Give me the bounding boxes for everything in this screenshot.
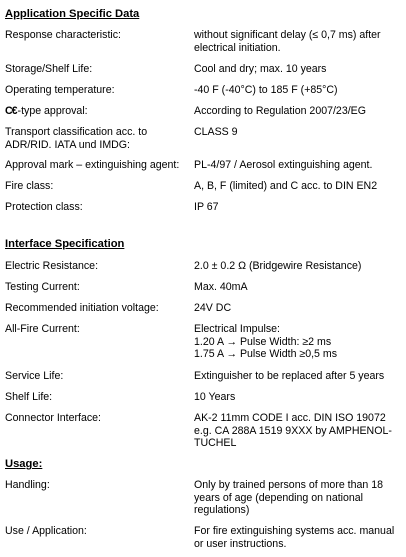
- label-storage: Storage/Shelf Life:: [5, 63, 93, 75]
- value-storage: Cool and dry; max. 10 years: [194, 63, 327, 75]
- label-approval-mark: Approval mark – extinguishing agent:: [5, 159, 180, 171]
- value-handling: Only by trained persons of more than 18 years of age (depending on national regulations): [194, 479, 384, 516]
- value-testing-current: Max. 40mA: [194, 281, 248, 293]
- all-fire-line-1: Electrical Impulse:: [194, 323, 280, 335]
- value-response: without significant delay (≤ 0,7 ms) after electrical initiation.: [194, 29, 381, 54]
- value-ce-approval: According to Regulation 2007/23/EG: [194, 105, 366, 117]
- value-shelf-life: 10 Years: [194, 391, 236, 403]
- label-handling: Handling:: [5, 479, 50, 491]
- label-connector-interface: Connector Interface:: [5, 412, 101, 424]
- all-fire-line-3: 1.75 A → Pulse Width ≥0,5 ms: [194, 348, 338, 360]
- label-testing-current: Testing Current:: [5, 281, 80, 293]
- label-transport: Transport classification acc. to ADR/RID. IATA und IMDG:: [5, 126, 148, 151]
- value-transport: CLASS 9: [194, 126, 238, 138]
- section-heading-usage: Usage:: [5, 458, 43, 470]
- value-initiation-voltage: 24V DC: [194, 302, 232, 314]
- value-all-fire-current: [194, 323, 402, 361]
- label-shelf-life: Shelf Life:: [5, 391, 53, 403]
- all-fire-line-2: 1.20 A → Pulse Width: ≥2 ms: [194, 335, 332, 348]
- ce-approval-text: -type approval:: [17, 105, 88, 117]
- label-response: Response characteristic:: [5, 29, 121, 41]
- value-connector-interface: AK-2 11mm CODE I acc. DIN ISO 19072 e.g. CA 288A 1519 9XXX by AMPHENOL-TUCHEL: [194, 412, 392, 449]
- section-heading-interface: Interface Specification: [5, 238, 125, 250]
- value-fire-class: A, B, F (limited) and C acc. to DIN EN2: [194, 180, 378, 192]
- label-use-application: Use / Application:: [5, 525, 87, 537]
- label-fire-class: Fire class:: [5, 180, 54, 192]
- ce-mark-icon: C€: [5, 105, 17, 117]
- value-protection-class: IP 67: [194, 201, 219, 213]
- label-electric-resistance: Electric Resistance:: [5, 260, 99, 272]
- label-all-fire-current: All-Fire Current:: [5, 323, 80, 335]
- label-ce-approval: [5, 105, 185, 118]
- value-operating-temp: -40 F (-40°C) to 185 F (+85°C): [194, 84, 338, 96]
- label-service-life: Service Life:: [5, 370, 64, 382]
- value-use-application: For fire extinguishing systems acc. manual or user instructions.: [194, 525, 395, 550]
- value-approval-mark: PL-4/97 / Aerosol extinguishing agent.: [194, 159, 373, 171]
- value-electric-resistance: 2.0 ± 0.2 Ω (Bridgewire Resistance): [194, 260, 362, 272]
- label-operating-temp: Operating temperature:: [5, 84, 115, 96]
- section-heading-application: Application Specific Data: [5, 8, 140, 20]
- label-protection-class: Protection class:: [5, 201, 83, 213]
- label-initiation-voltage: Recommended initiation voltage:: [5, 302, 159, 314]
- value-service-life: Extinguisher to be replaced after 5 years: [194, 370, 385, 382]
